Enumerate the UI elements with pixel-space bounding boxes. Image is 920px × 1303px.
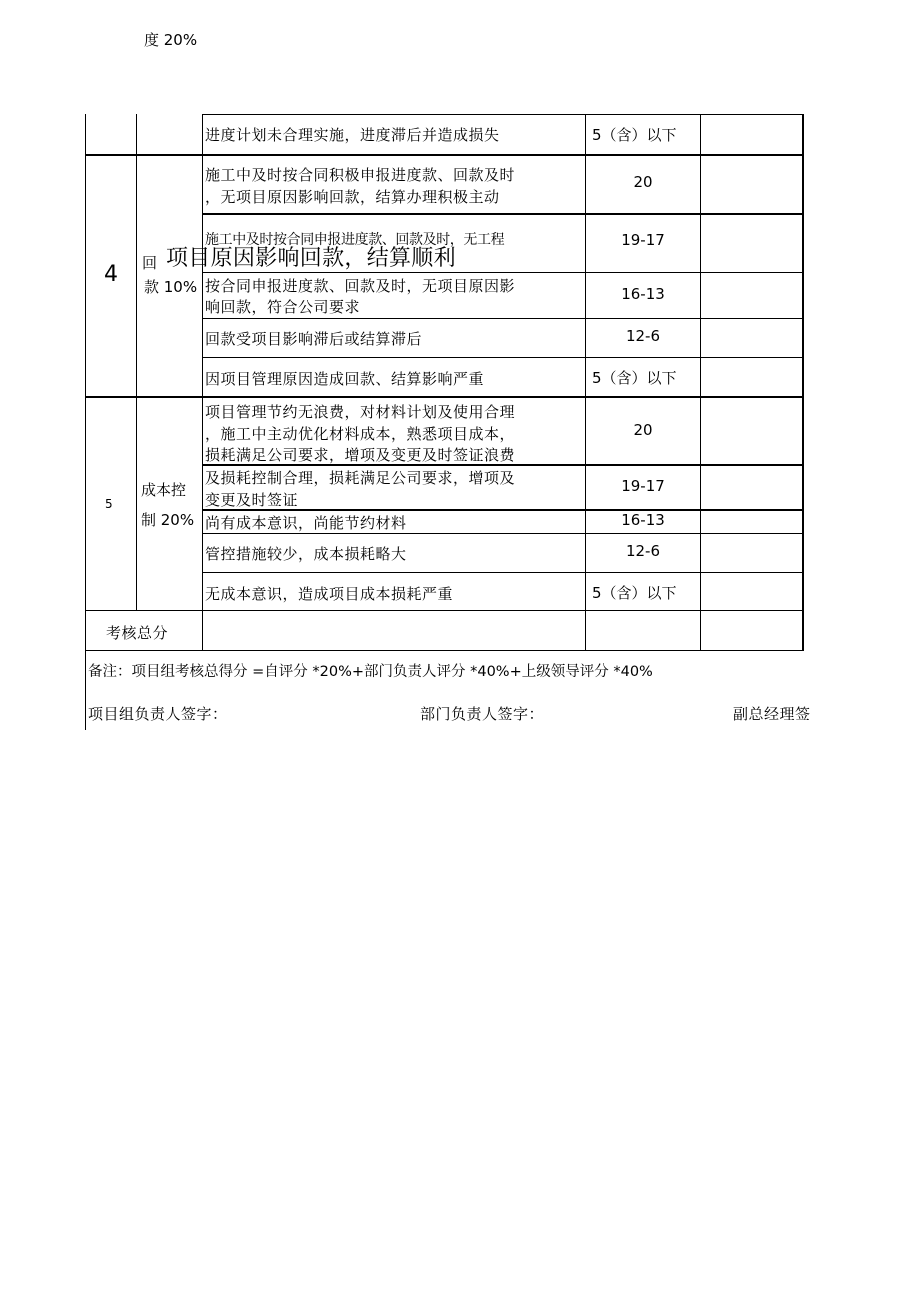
signature-deputy-gm: 副总经理签: [733, 705, 811, 723]
top-text: 度 20%: [144, 31, 198, 49]
section5-row2-criterion-line1: 及损耗控制合理，损耗满足公司要求，增项及: [205, 469, 516, 487]
section5-row3-criterion: 尚有成本意识，尚能节约材料: [205, 514, 407, 532]
total-score-label: 考核总分: [106, 624, 169, 642]
section5-row3-score: 16-13: [621, 511, 665, 529]
section5-row1-score: 20: [633, 421, 653, 439]
section4-row4-criterion: 回款受项目影响滞后或结算滞后: [205, 330, 423, 348]
section4-row3-criterion-line1: 按合同申报进度款、回款及时，无项目原因影: [205, 277, 516, 295]
section4-row4-score: 12-6: [625, 327, 661, 345]
section4-row1-score: 20: [633, 173, 653, 191]
section4-row1-criterion-line1: 施工中及时按合同积极申报进度款、回款及时: [205, 166, 516, 184]
section5-number: 5: [105, 497, 113, 511]
note-formula: 备注：项目组考核总得分 =自评分 *20%+部门负责人评分 *40%+上级领导评分 *40%: [88, 664, 653, 680]
section5-row2-score: 19-17: [621, 477, 665, 495]
section5-row4-score: 12-6: [625, 542, 661, 560]
section5-category-line2: 制 20%: [141, 511, 195, 529]
section4-row5-criterion: 因项目管理原因造成回款、结算影响严重: [205, 370, 485, 388]
section5-row1-criterion-line2: ，施工中主动优化材料成本，熟悉项目成本，: [205, 425, 516, 443]
section4-row1-criterion-line2: ，无项目原因影响回款，结算办理积极主动: [205, 188, 500, 206]
section5-row5-criterion: 无成本意识，造成项目成本损耗严重: [205, 585, 454, 603]
section4-category-line2: 款 10%: [144, 278, 198, 296]
signature-project-leader: 项目组负责人签字：: [88, 705, 228, 723]
section5-row4-criterion: 管控措施较少，成本损耗略大: [205, 545, 407, 563]
prev-row-score: 5（含）以下: [592, 126, 677, 144]
section4-row2-overlay: 项目原因影响回款，结算顺利: [166, 246, 456, 271]
section5-row1-criterion-line1: 项目管理节约无浪费，对材料计划及使用合理: [205, 403, 516, 421]
section5-row1-criterion-line3: 损耗满足公司要求，增项及变更及时签证浪费: [205, 446, 516, 464]
section4-number: 4: [104, 262, 119, 287]
section4-row3-criterion-line2: 响回款，符合公司要求: [205, 298, 361, 316]
section4-category-line1: 回: [142, 254, 158, 272]
section5-category-line1: 成本控: [141, 481, 187, 499]
section5-row5-score: 5（含）以下: [592, 584, 677, 602]
section4-row2-score: 19-17: [621, 231, 665, 249]
signature-dept-head: 部门负责人签字：: [420, 705, 545, 723]
section4-row5-score: 5（含）以下: [592, 369, 677, 387]
section4-row3-score: 16-13: [621, 285, 665, 303]
section5-row2-criterion-line2: 变更及时签证: [205, 491, 299, 509]
section4-row2-criterion-line1: 施工中及时按合同申报进度款、回款及时，无工程: [205, 232, 505, 248]
prev-row-criterion: 进度计划未合理实施，进度滞后并造成损失: [205, 126, 500, 144]
